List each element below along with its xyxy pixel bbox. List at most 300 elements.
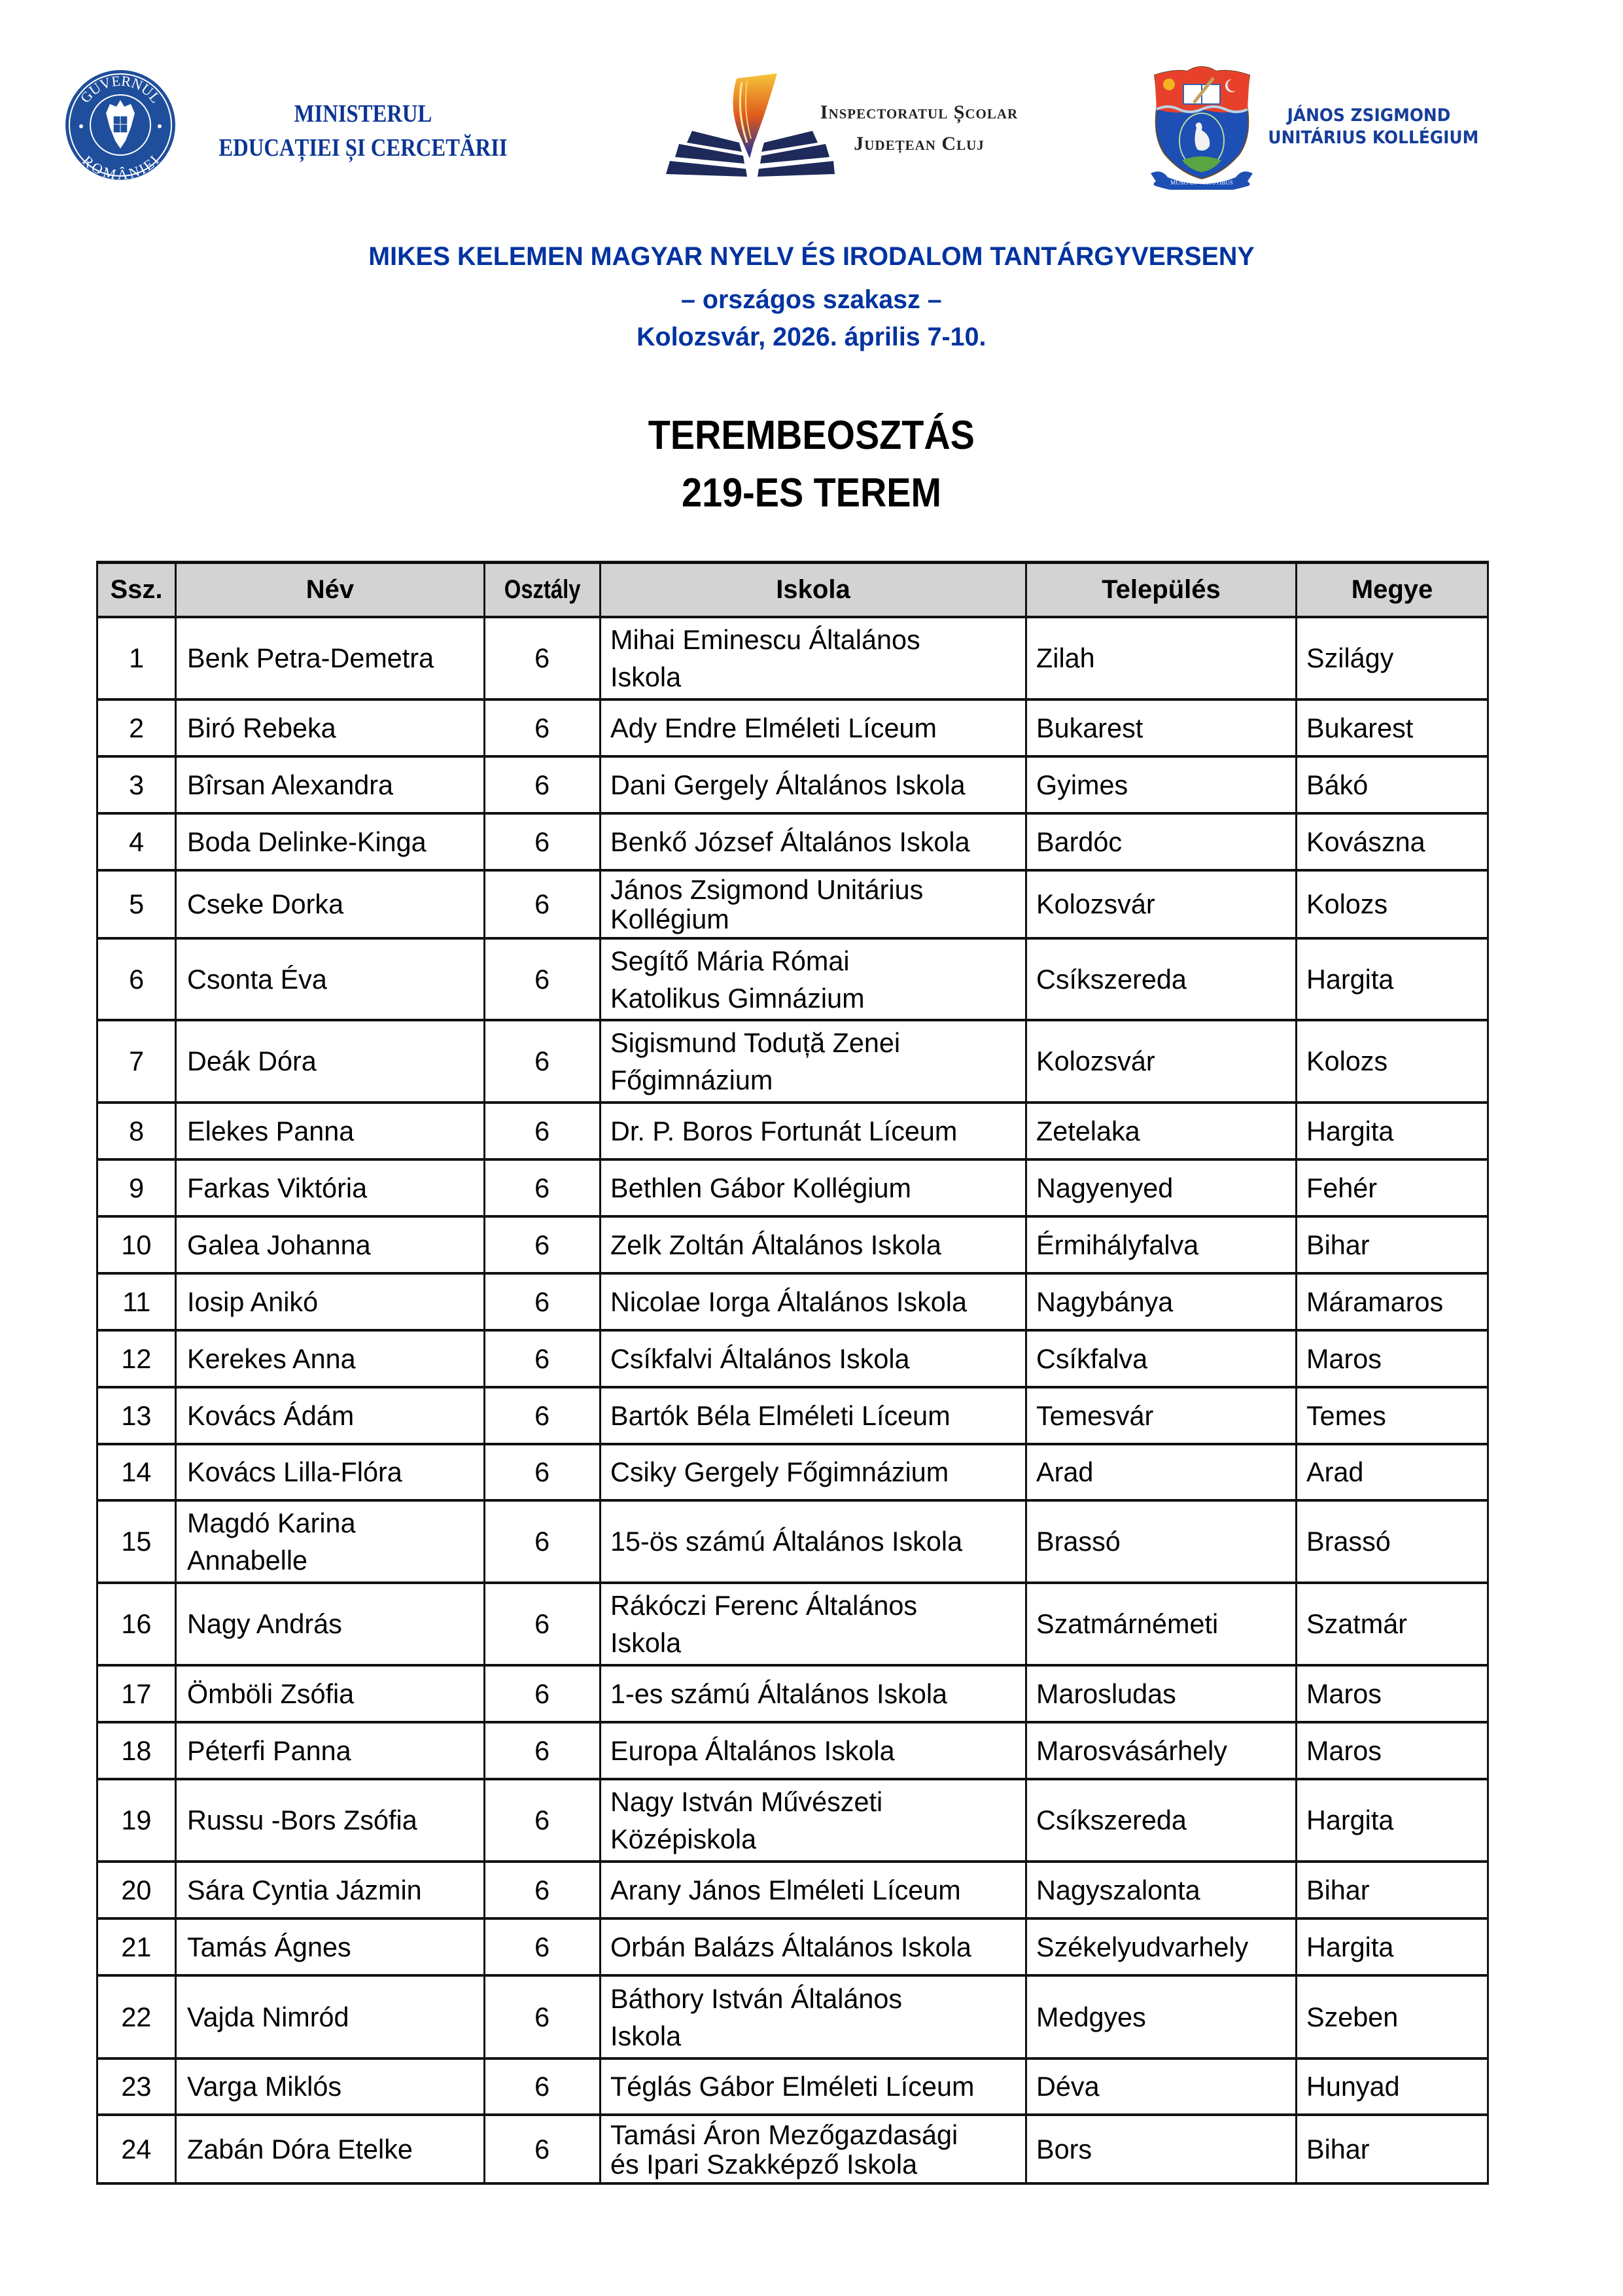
cell-county (1295, 1104, 1489, 1158)
cell-school (599, 1977, 1025, 2057)
cell-student-name (175, 1723, 483, 1778)
cell-class (483, 1667, 599, 1721)
county-text: Szeben (1306, 2001, 1399, 2032)
student-name-text: Boda Delinke-Kinga (187, 826, 427, 857)
cell-school (599, 1920, 1025, 1974)
class-text: 6 (534, 2001, 550, 2032)
table-row (96, 815, 1489, 872)
cell-student-name (175, 872, 483, 937)
town-text: Kolozsvár (1036, 889, 1155, 919)
student-name-text: Cseke Dorka (187, 889, 344, 919)
row-number-text: 18 (121, 1735, 152, 1766)
competition-place-date-text: Kolozsvár, 2026. április 7-10. (637, 323, 986, 351)
town-text: Gyimes (1036, 769, 1128, 800)
class-text: 6 (534, 1400, 550, 1431)
class-text: 6 (534, 1931, 550, 1962)
school-text: Téglás Gábor Elméleti Líceum (610, 2071, 975, 2102)
cell-school (599, 1863, 1025, 1917)
cell-school (599, 1388, 1025, 1443)
competition-stage-text: – országos szakasz – (681, 285, 942, 314)
county-text: Brassó (1306, 1526, 1391, 1557)
cell-town (1025, 758, 1295, 812)
room-title (0, 468, 1623, 518)
class-text: 6 (534, 712, 550, 743)
cell-row-number (96, 758, 175, 812)
town-text: Zilah (1036, 643, 1095, 673)
cell-row-number (96, 1977, 175, 2057)
cell-student-name (175, 1502, 483, 1581)
cell-student-name (175, 701, 483, 755)
inspectorate-line-2: Județean Cluj (854, 133, 985, 154)
cell-class (483, 2116, 599, 2182)
class-text: 6 (534, 1046, 550, 1076)
cell-row-number (96, 1502, 175, 1581)
school-text: Dr. P. Boros Fortunát Líceum (610, 1115, 958, 1146)
town-text: Székelyudvarhely (1036, 1931, 1249, 1962)
cell-school (599, 872, 1025, 937)
table-row (96, 1104, 1489, 1161)
ministry-name (190, 97, 536, 165)
class-text: 6 (534, 1805, 550, 1835)
cell-school (599, 1723, 1025, 1778)
cell-town (1025, 2060, 1295, 2113)
column-header-telepules: Település (1025, 564, 1295, 616)
town-text: Brassó (1036, 1526, 1121, 1557)
school-coat-of-arms-icon (1148, 62, 1256, 190)
cell-student-name (175, 1667, 483, 1721)
class-text: 6 (534, 1608, 550, 1639)
cell-town (1025, 1584, 1295, 1664)
cell-town (1025, 1863, 1295, 1917)
school-text: Csiky Gergely Főgimnázium (610, 1457, 949, 1487)
cell-class (483, 1388, 599, 1443)
school-text: Arany János Elméleti Líceum (610, 1874, 961, 1905)
student-name-text: Iosip Anikó (187, 1286, 319, 1317)
cell-county (1295, 1275, 1489, 1329)
cell-school (599, 1218, 1025, 1272)
cell-class (483, 940, 599, 1019)
school-text: Bethlen Gábor Kollégium (610, 1172, 911, 1203)
cell-school (599, 2060, 1025, 2113)
cell-town (1025, 1920, 1295, 1974)
competition-stage (0, 283, 1623, 317)
row-number-text: 12 (121, 1343, 152, 1374)
table-row (96, 1218, 1489, 1275)
cell-row-number (96, 1780, 175, 1860)
svg-text:MUSIS ET VIRTUTIBUS: MUSIS ET VIRTUTIBUS (1170, 179, 1233, 186)
cell-class (483, 815, 599, 869)
cell-school (599, 815, 1025, 869)
room-assignment-table (96, 561, 1489, 2185)
school-text: Sigismund Toduță Zenei Főgimnázium (610, 1027, 901, 1095)
cell-school (599, 1332, 1025, 1386)
cell-town (1025, 1445, 1295, 1499)
cell-row-number (96, 618, 175, 698)
class-text: 6 (534, 2071, 550, 2102)
cell-school (599, 1780, 1025, 1860)
cell-school (599, 1584, 1025, 1664)
cell-class (483, 1723, 599, 1778)
town-text: Csíkszereda (1036, 963, 1187, 995)
cell-row-number (96, 1275, 175, 1329)
county-text: Hargita (1306, 1805, 1394, 1835)
cell-county (1295, 940, 1489, 1019)
cell-school (599, 701, 1025, 755)
cell-class (483, 1218, 599, 1272)
cell-school (599, 1445, 1025, 1499)
row-number-text: 5 (128, 889, 144, 919)
cell-town (1025, 701, 1295, 755)
student-name-text: Elekes Panna (187, 1115, 355, 1146)
cell-student-name (175, 2116, 483, 2182)
cell-county (1295, 1445, 1489, 1499)
table-row (96, 2116, 1489, 2185)
town-text: Marosvásárhely (1036, 1735, 1228, 1766)
county-text: Hargita (1306, 963, 1394, 995)
cell-class (483, 1920, 599, 1974)
cell-county (1295, 1502, 1489, 1581)
student-name-text: Csonta Éva (187, 963, 327, 995)
cell-class (483, 1332, 599, 1386)
cell-town (1025, 1977, 1295, 2057)
cell-row-number (96, 1388, 175, 1443)
county-text: Bukarest (1306, 712, 1414, 743)
cell-town (1025, 1161, 1295, 1215)
cell-student-name (175, 1977, 483, 2057)
county-text: Máramaros (1306, 1286, 1444, 1317)
column-header-ssz: Ssz. (96, 564, 175, 616)
cell-town (1025, 1332, 1295, 1386)
school-text: János Zsigmond Unitárius Kollégium (610, 874, 924, 934)
cell-school (599, 618, 1025, 698)
county-text: Maros (1306, 1678, 1382, 1709)
cell-town (1025, 1104, 1295, 1158)
table-row (96, 2060, 1489, 2116)
cell-town (1025, 815, 1295, 869)
cell-county (1295, 1218, 1489, 1272)
row-number-text: 7 (128, 1046, 144, 1076)
town-text: Nagyszalonta (1036, 1874, 1200, 1905)
table-row (96, 1977, 1489, 2060)
school-line-2: UNITÁRIUS KOLLÉGIUM (1268, 128, 1479, 148)
student-name-text: Kovács Ádám (187, 1400, 355, 1431)
cell-class (483, 1021, 599, 1101)
row-number-text: 11 (122, 1286, 150, 1317)
svg-text:GUVERNUL: GUVERNUL (77, 72, 164, 107)
class-text: 6 (534, 1735, 550, 1766)
cell-student-name (175, 2060, 483, 2113)
cell-row-number (96, 872, 175, 937)
cell-school (599, 1275, 1025, 1329)
town-text: Medgyes (1036, 2001, 1146, 2032)
cell-town (1025, 940, 1295, 1019)
cell-row-number (96, 940, 175, 1019)
school-text: Báthory István Általános Iskola (610, 1983, 903, 2051)
cell-class (483, 1104, 599, 1158)
ministry-line-1: MINISTERUL (294, 100, 432, 128)
table-row (96, 1275, 1489, 1332)
table-row (96, 1332, 1489, 1388)
table-row (96, 1920, 1489, 1977)
town-text: Csíkfalva (1036, 1343, 1148, 1374)
county-text: Bákó (1306, 769, 1369, 800)
school-text: Csíkfalvi Általános Iskola (610, 1343, 910, 1374)
table-row (96, 758, 1489, 815)
student-name-text: Kovács Lilla-Flóra (187, 1457, 402, 1487)
class-text: 6 (534, 1678, 550, 1709)
cell-student-name (175, 1218, 483, 1272)
cell-student-name (175, 758, 483, 812)
cell-town (1025, 872, 1295, 937)
cell-row-number (96, 2060, 175, 2113)
county-text: Bihar (1306, 1229, 1370, 1260)
row-number-text: 22 (121, 2001, 152, 2032)
cell-county (1295, 758, 1489, 812)
class-text: 6 (534, 1286, 550, 1317)
class-text: 6 (534, 1457, 550, 1487)
cell-county (1295, 2116, 1489, 2182)
school-text: Segítő Mária Római Katolikus Gimnázium (610, 945, 865, 1014)
county-text: Szilágy (1306, 643, 1394, 673)
school-text: Bartók Béla Elméleti Líceum (610, 1400, 951, 1431)
school-text: 15-ös számú Általános Iskola (610, 1526, 963, 1557)
competition-place-date (0, 320, 1623, 354)
cell-row-number (96, 1920, 175, 1974)
cell-student-name (175, 618, 483, 698)
cell-school (599, 1104, 1025, 1158)
cell-class (483, 1502, 599, 1581)
student-name-text: Varga Miklós (187, 2071, 342, 2102)
student-name-text: Péterfi Panna (187, 1735, 351, 1766)
cell-county (1295, 1920, 1489, 1974)
table-row (96, 1021, 1489, 1104)
cell-student-name (175, 1920, 483, 1974)
class-text: 6 (534, 963, 550, 995)
row-number-text: 4 (128, 826, 144, 857)
table-row (96, 1863, 1489, 1920)
cell-county (1295, 1388, 1489, 1443)
cell-row-number (96, 1161, 175, 1215)
cell-town (1025, 618, 1295, 698)
student-name-text: Tamás Ágnes (187, 1931, 351, 1962)
county-text: Temes (1306, 1400, 1386, 1431)
cell-town (1025, 1388, 1295, 1443)
cell-row-number (96, 1445, 175, 1499)
school-text: Nagy István Művészeti Középiskola (610, 1786, 883, 1854)
table-row (96, 701, 1489, 758)
student-name-text: Ömböli Zsófia (187, 1678, 355, 1709)
document-title (0, 411, 1623, 461)
svg-text:ROMÂNIEI: ROMÂNIEI (79, 152, 162, 181)
ministry-line-2: EDUCAȚIEI ȘI CERCETĂRII (218, 134, 508, 162)
cell-student-name (175, 940, 483, 1019)
student-name-text: Bîrsan Alexandra (187, 769, 394, 800)
row-number-text: 10 (121, 1229, 152, 1260)
county-text: Hunyad (1306, 2071, 1400, 2102)
county-text: Bihar (1306, 1874, 1370, 1905)
town-text: Arad (1036, 1457, 1094, 1487)
cell-row-number (96, 1667, 175, 1721)
cell-school (599, 1502, 1025, 1581)
cell-class (483, 1161, 599, 1215)
town-text: Marosludas (1036, 1678, 1176, 1709)
school-text: Zelk Zoltán Általános Iskola (610, 1229, 941, 1260)
cell-row-number (96, 1584, 175, 1664)
cell-town (1025, 1021, 1295, 1101)
student-name-text: Nagy András (187, 1608, 342, 1639)
inspectorate-line-1: Inspectoratul Școlar (820, 101, 1019, 123)
table-header-row (96, 561, 1489, 618)
row-number-text: 6 (128, 963, 144, 995)
county-text: Hargita (1306, 1115, 1394, 1146)
town-text: Bardóc (1036, 826, 1123, 857)
cell-class (483, 2060, 599, 2113)
town-text: Érmihályfalva (1036, 1229, 1199, 1260)
competition-title-text: MIKES KELEMEN MAGYAR NYELV ÉS IRODALOM TANTÁRGYVERSENY (368, 242, 1255, 271)
county-text: Arad (1306, 1457, 1364, 1487)
row-number-text: 14 (121, 1457, 152, 1487)
table-row (96, 1161, 1489, 1218)
cell-row-number (96, 1104, 175, 1158)
cell-student-name (175, 1332, 483, 1386)
cell-student-name (175, 1161, 483, 1215)
table-row (96, 1667, 1489, 1723)
town-text: Nagybánya (1036, 1286, 1174, 1317)
row-number-text: 8 (128, 1115, 144, 1146)
school-line-1: JÁNOS ZSIGMOND (1287, 105, 1451, 126)
room-title-text: 219-ES TEREM (682, 470, 941, 516)
county-text: Fehér (1306, 1172, 1378, 1203)
cell-student-name (175, 1780, 483, 1860)
school-name (1259, 105, 1478, 149)
school-text: Ady Endre Elméleti Líceum (610, 712, 937, 743)
cell-town (1025, 1667, 1295, 1721)
student-name-text: Vajda Nimród (187, 2001, 349, 2032)
student-name-text: Benk Petra-Demetra (187, 643, 434, 673)
cell-student-name (175, 1863, 483, 1917)
row-number-text: 23 (121, 2071, 152, 2102)
table-row (96, 940, 1489, 1021)
cell-county (1295, 2060, 1489, 2113)
town-text: Bukarest (1036, 712, 1143, 743)
school-text: Benkő József Általános Iskola (610, 826, 970, 857)
cell-town (1025, 1780, 1295, 1860)
cell-class (483, 758, 599, 812)
school-text: 1-es számú Általános Iskola (610, 1678, 948, 1709)
cell-class (483, 618, 599, 698)
cell-county (1295, 1667, 1489, 1721)
school-text: Dani Gergely Általános Iskola (610, 769, 966, 800)
cell-county (1295, 1161, 1489, 1215)
cell-county (1295, 1977, 1489, 2057)
class-text: 6 (534, 769, 550, 800)
cell-school (599, 1021, 1025, 1101)
inspectorate-name (795, 97, 1043, 160)
table-body (96, 618, 1489, 2185)
student-name-text: Galea Johanna (187, 1229, 371, 1260)
cell-county (1295, 1723, 1489, 1778)
cell-school (599, 1667, 1025, 1721)
cell-county (1295, 701, 1489, 755)
class-text: 6 (534, 1874, 550, 1905)
cell-row-number (96, 1332, 175, 1386)
class-text: 6 (534, 826, 550, 857)
cell-student-name (175, 1275, 483, 1329)
column-header-iskola: Iskola (599, 564, 1025, 616)
class-text: 6 (534, 1526, 550, 1557)
cell-row-number (96, 815, 175, 869)
cell-county (1295, 1863, 1489, 1917)
school-text: Mihai Eminescu Általános Iskola (610, 624, 920, 692)
cell-county (1295, 815, 1489, 869)
cell-class (483, 1977, 599, 2057)
cell-row-number (96, 1723, 175, 1778)
county-text: Maros (1306, 1343, 1382, 1374)
cell-class (483, 1445, 599, 1499)
county-text: Bihar (1306, 2133, 1370, 2164)
cell-school (599, 2116, 1025, 2182)
cell-student-name (175, 1388, 483, 1443)
county-text: Szatmár (1306, 1608, 1408, 1639)
cell-school (599, 758, 1025, 812)
cell-class (483, 1863, 599, 1917)
school-text: Nicolae Iorga Általános Iskola (610, 1286, 968, 1317)
school-text: Tamási Áron Mezőgazdasági és Ipari Szakképző Iskola (610, 2119, 958, 2180)
table-row (96, 872, 1489, 940)
county-text: Maros (1306, 1735, 1382, 1766)
column-header-megye: Megye (1295, 564, 1489, 616)
column-header-nev: Név (175, 564, 483, 616)
cell-student-name (175, 1584, 483, 1664)
student-name-text: Kerekes Anna (187, 1343, 356, 1374)
table-row (96, 1723, 1489, 1780)
row-number-text: 17 (121, 1678, 152, 1709)
cell-town (1025, 1218, 1295, 1272)
cell-student-name (175, 1104, 483, 1158)
town-text: Szatmárnémeti (1036, 1608, 1219, 1639)
table-row (96, 1780, 1489, 1863)
table-row (96, 1445, 1489, 1502)
cell-student-name (175, 1021, 483, 1101)
row-number-text: 16 (121, 1608, 152, 1639)
cell-county (1295, 872, 1489, 937)
row-number-text: 15 (121, 1526, 152, 1557)
cell-row-number (96, 2116, 175, 2182)
student-name-text: Deák Dóra (187, 1046, 317, 1076)
cell-town (1025, 2116, 1295, 2182)
cell-county (1295, 1332, 1489, 1386)
cell-student-name (175, 815, 483, 869)
row-number-text: 24 (121, 2133, 152, 2164)
class-text: 6 (534, 1229, 550, 1260)
town-text: Temesvár (1036, 1400, 1154, 1431)
table-row (96, 1388, 1489, 1445)
town-text: Nagyenyed (1036, 1172, 1174, 1203)
town-text: Csíkszereda (1036, 1805, 1187, 1835)
student-name-text: Magdó Karina Annabelle (187, 1508, 356, 1576)
cell-county (1295, 1780, 1489, 1860)
class-text: 6 (534, 1172, 550, 1203)
cell-class (483, 1275, 599, 1329)
cell-row-number (96, 1021, 175, 1101)
student-name-text: Farkas Viktória (187, 1172, 368, 1203)
row-number-text: 20 (121, 1874, 152, 1905)
town-text: Kolozsvár (1036, 1046, 1155, 1076)
county-text: Hargita (1306, 1931, 1394, 1962)
row-number-text: 1 (128, 643, 144, 673)
cell-town (1025, 1502, 1295, 1581)
column-header-osztaly: Osztály (483, 564, 599, 616)
